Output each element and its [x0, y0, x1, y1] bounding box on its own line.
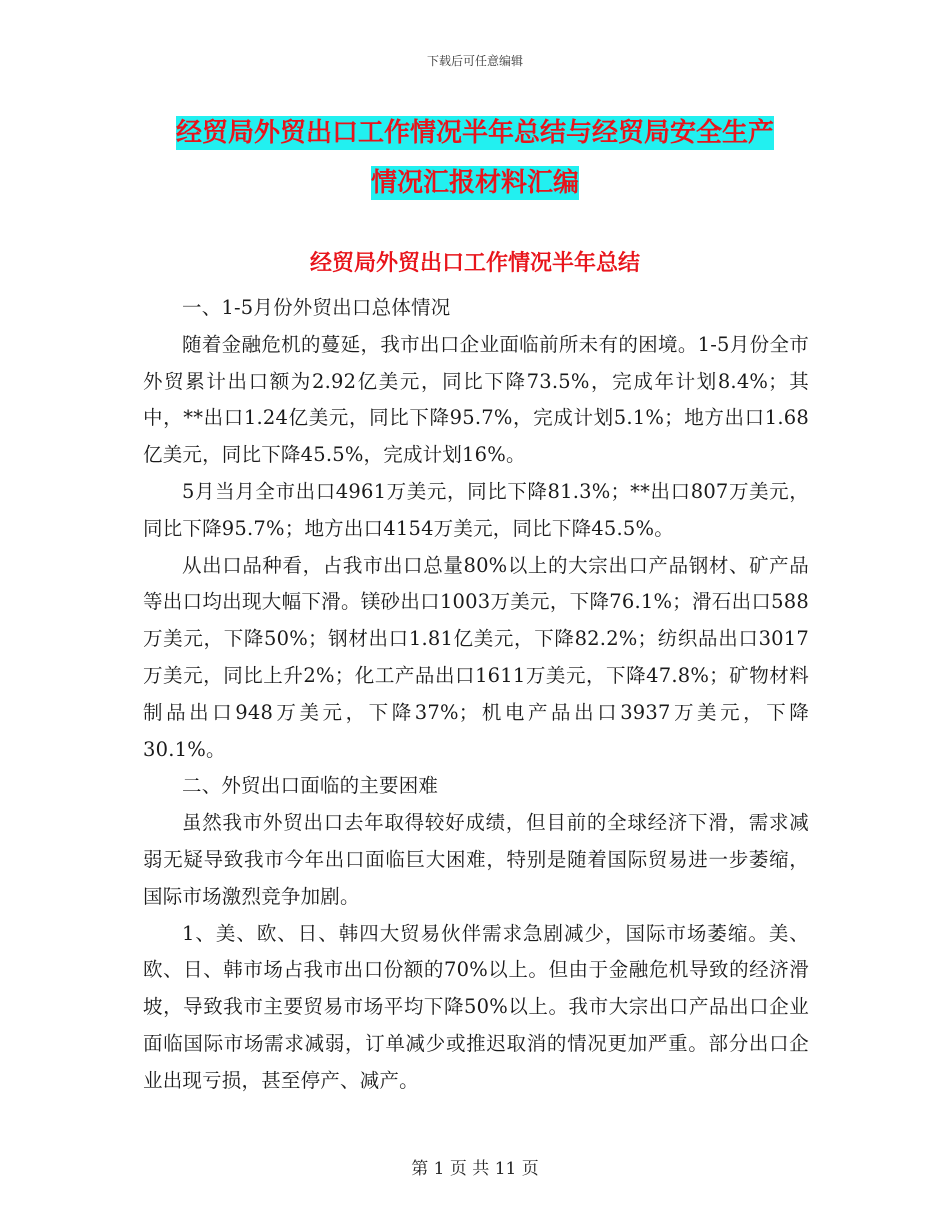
document-title-line-2: 情况汇报材料汇编	[370, 168, 579, 198]
document-title-line-1: 经贸局外贸出口工作情况半年总结与经贸局安全生产	[175, 118, 774, 148]
page-footer: 第 1 页 共 11 页	[411, 1159, 539, 1179]
body-paragraph: 虽然我市外贸出口去年取得较好成绩，但目前的全球经济下滑，需求减弱无疑导致我市今年出口面临巨大困难，特别是随着国际贸易进一步萎缩，国际市场激烈竞争加剧。	[143, 811, 809, 908]
section-title: 经贸局外贸出口工作情况半年总结	[309, 251, 640, 276]
body-paragraph: 1、美、欧、日、韩四大贸易伙伴需求急剧减少，国际市场萎缩。美、欧、日、韩市场占我市出口份额的70%以上。但由于金融危机导致的经济滑坡，导致我市主要贸易市场平均下降50%以上。我市大宗出口产品出口企业面临国际市场需求减弱，订单减少或推迟取消的情况更加严重。部分出口企业出现亏损，甚至停产、减产。	[143, 921, 809, 1092]
document-title	[0, 108, 950, 208]
heading-paragraph: 一、1-5月份外贸出口总体情况	[182, 296, 451, 319]
body-paragraph: 从出口品种看，占我市出口总量80%以上的大宗出口产品钢材、矿产品等出口均出现大幅下滑。镁砂出口1003万美元，下降76.1%；滑石出口588万美元，下降50%；钢材出口1.81亿美元，下降82.2%；纺织品出口3017万美元，同比上升2%；化工产品出口1611万美元，下降47.8%；矿物材料制品出口948万美元，下降37%；机电产品出口3937万美元，下降30.1%。	[143, 553, 809, 761]
body-paragraph: 5月当月全市出口4961万美元，同比下降81.3%；**出口807万美元，同比下降95.7%；地方出口4154万美元，同比下降45.5%。	[143, 479, 809, 540]
page-header: 下载后可任意编辑	[426, 54, 523, 68]
document-body	[143, 290, 809, 1100]
heading-paragraph: 二、外贸出口面临的主要困难	[182, 774, 439, 798]
body-paragraph: 随着金融危机的蔓延，我市出口企业面临前所未有的困境。1-5月份全市外贸累计出口额为2.92亿美元，同比下降73.5%，完成年计划8.4%；其中，**出口1.24亿美元，同比下降95.7%，完成计划5.1%；地方出口1.68亿美元，同比下降45.5%，完成计划16%。	[143, 332, 809, 467]
